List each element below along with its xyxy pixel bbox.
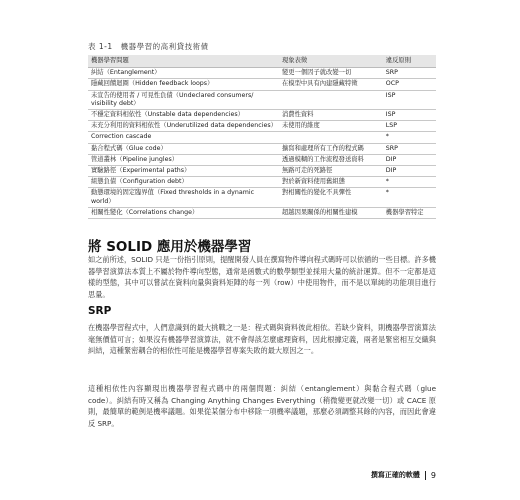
cell-symptom: 在模型中具有內建隱藏特徵 (279, 79, 383, 90)
column-header-issue: 機器學習問題 (88, 55, 279, 68)
cell-symptom: 對於新資料使用舊組態 (279, 177, 383, 188)
cell-issue: 實驗路徑（Experimental paths） (88, 166, 279, 177)
table-row (88, 90, 436, 109)
cell-symptom: 擴寫和處理所有工作的程式碼 (279, 143, 383, 154)
body-paragraph: 這種相依性內容顯現出機器學習程式碼中的兩個問題：糾結（entanglement）與黏合程式碼（glue code）。糾結有時又稱為 Changing Anything Changes Everything（稍微變更就改變一切）或 CACE 原則，最簡單的範例是機率議題。如果從某個分布中移除一項機率議題，那麼必須調整其餘的內容，而因此會違反 SRP。 (88, 384, 436, 428)
table-caption: 表 1-1 機器學習的高利貸技術債 (88, 42, 209, 51)
cell-principle: * (383, 177, 436, 188)
cell-issue: 未宣告的使用者 / 可見性負債（Undeclared consumers/ visibility debt） (88, 90, 279, 109)
table-row (88, 79, 436, 90)
cell-symptom: 無路可走的死路徑 (279, 166, 383, 177)
cell-issue: 不穩定資料相依性（Unstable data dependencies） (88, 110, 279, 121)
cell-symptom: 超越因果關係的相關性建模 (279, 207, 383, 218)
table-row (88, 166, 436, 177)
cell-principle: * (383, 132, 436, 143)
cell-symptom: 變更一個因子就改變一切 (279, 68, 383, 79)
cell-symptom (279, 90, 383, 109)
cell-issue: 管道叢林（Pipeline jungles） (88, 154, 279, 165)
cell-symptom: 透過模糊的工作流程發送資料 (279, 154, 383, 165)
cell-principle: OCP (383, 79, 436, 90)
page-footer (371, 470, 436, 480)
cell-symptom (279, 132, 383, 143)
body-paragraph: 如之前所述，SOLID 只是一份指引原則，提醒開發人員在撰寫物件導向程式碼時可以依循的一些目標。許多機器學習演算法本質上不屬於物件導向型態，通常是函數式的數學類型並採用大量的統計運算。但不一定都是這樣的型態，其中可以嘗試在資料向量與資料矩陣的每一列（row）中使用物件，而不是以單純的功能項目進行思量。 (88, 255, 436, 299)
table-row (88, 207, 436, 218)
table-header-row (88, 55, 436, 68)
table-row (88, 177, 436, 188)
cell-principle: * (383, 188, 436, 207)
column-header-symptom: 現象表徵 (279, 55, 383, 68)
cell-issue: 動態環境的固定臨界值（Fixed thresholds in a dynamic world） (88, 188, 279, 207)
section-heading: 將 SOLID 應用於機器學習 (88, 239, 252, 255)
cell-principle: 機器學習特定 (383, 207, 436, 218)
table-row (88, 121, 436, 132)
technical-debt-table (88, 55, 436, 219)
cell-issue: 黏合程式碼（Glue code） (88, 143, 279, 154)
table-row (88, 68, 436, 79)
cell-symptom: 未使用的維度 (279, 121, 383, 132)
cell-issue: 相關性變化（Correlations change） (88, 207, 279, 218)
body-paragraph: 在機器學習程式中，人們意識到的最大挑戰之一是：程式碼與資料彼此相依。若缺少資料，則機器學習演算法毫無價值可言；如果沒有機器學習演算法，就不會得該怎麼處理資料，因此根據定義，兩者是緊密相互交織與糾結，這種緊密耦合的相依性可能是機器學習専案失敗的最大原因之一。 (88, 323, 436, 356)
cell-principle: SRP (383, 68, 436, 79)
cell-issue: 組態負債（Configuration debt） (88, 177, 279, 188)
table-row (88, 143, 436, 154)
cell-principle: ISP (383, 110, 436, 121)
table-row (88, 110, 436, 121)
cell-issue: 未充分利用的資料相依性（Underutilized data dependencies） (88, 121, 279, 132)
table-row (88, 154, 436, 165)
cell-issue: Correction cascade (88, 132, 279, 143)
page-number: 9 (430, 470, 436, 480)
table-row (88, 188, 436, 207)
cell-issue: 隱藏回饋迴圈（Hidden feedback loops） (88, 79, 279, 90)
cell-principle: ISP (383, 90, 436, 109)
cell-principle: DIP (383, 154, 436, 165)
book-title: 撰寫正確的軟體 (370, 471, 420, 479)
cell-principle: SRP (383, 143, 436, 154)
column-header-principle: 違反原則 (383, 55, 436, 68)
cell-issue: 糾結（Entanglement） (88, 68, 279, 79)
cell-principle: LSP (383, 121, 436, 132)
cell-symptom: 消費性資料 (279, 110, 383, 121)
table-row (88, 132, 436, 143)
cell-principle: DIP (383, 166, 436, 177)
subsection-heading: SRP (88, 305, 112, 317)
footer-divider (425, 471, 426, 480)
cell-symptom: 對相關性的變化不具彈性 (279, 188, 383, 207)
